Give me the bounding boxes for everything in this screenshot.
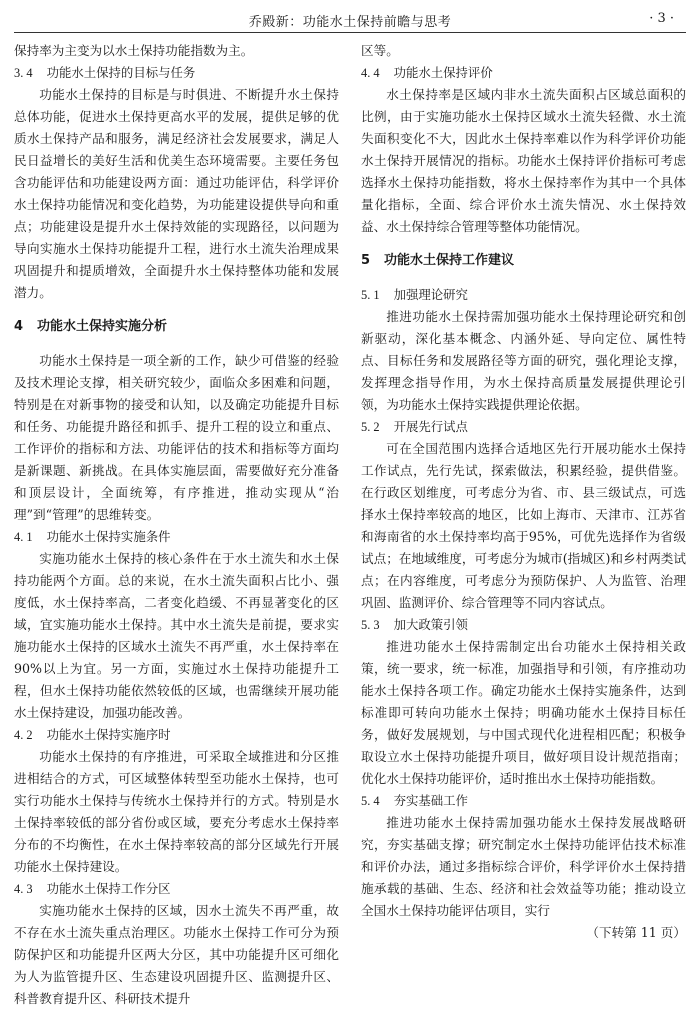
paragraph: 功能水土保持的有序推进，可采取全域推进和分区推进相结合的方式，可区域整体转型至功能水土保持，也可实行功能水土保持与传统水土保持并行的方式。特别是水土保持率较低的部分省份或区域，要充分考虑水土保持率分布的不均衡性，在水土保持率较高的部分区域先行开展功能水土保持建设。 xyxy=(14,749,339,874)
subsection-number: 5. 3 xyxy=(361,618,380,632)
section-title: 功能水土保持实施分析 xyxy=(37,319,168,334)
subsection-title: 功能水土保持实施序时 xyxy=(46,727,171,742)
section-heading-5 xyxy=(361,250,686,272)
subsection-heading-5-1 xyxy=(361,284,686,306)
subsection-title: 功能水土保持的目标与任务 xyxy=(46,65,196,80)
paragraph: 推进功能水土保持需加强功能水土保持理论研究和创新驱动，深化基本概念、内涵外延、导向定位、属性特点、目标任务和发展路径等方面的研究，强化理论支撑，发挥理念指导作用，为水土保持高质量发展提供理论引领，为功能水土保持实践提供理论依据。 xyxy=(361,309,686,412)
section-number: 5 xyxy=(361,253,371,268)
subsection-heading-4-2 xyxy=(14,724,339,746)
paragraph: 保持率为主变为以水土保持功能指数为主。 xyxy=(14,43,254,58)
subsection-number: 4. 4 xyxy=(361,66,380,80)
continued-note: （下转第 11 页） xyxy=(586,925,686,940)
paragraph: 实施功能水土保持的核心条件在于水土流失和水土保持功能两个方面。总的来说，在水土流失面积占比小、强度低，水土保持率高，二者变化趋缓、不再显著变化的区域，宜实施功能水土保持。其中水土流失是前提，要求实施功能水土保持的区域水土流失不再严重，水土保持率在90%以上为宜。另一方面，实施过水土保持功能提升工程，但水土保持功能依然较低的区域，也需继续开展功能水土保持建设，加强功能改善。 xyxy=(14,551,339,720)
left-column xyxy=(14,40,339,1006)
section-heading-4 xyxy=(14,316,339,338)
page-number: · 3 · xyxy=(649,11,674,26)
subsection-title: 功能水土保持工作分区 xyxy=(46,881,171,896)
subsection-number: 5. 1 xyxy=(361,288,380,302)
subsection-heading-4-4 xyxy=(361,62,686,84)
subsection-title: 功能水土保持实施条件 xyxy=(46,529,171,544)
subsection-title: 开展先行试点 xyxy=(393,419,468,434)
subsection-heading-3-4 xyxy=(14,62,339,84)
paragraph: 功能水土保持是一项全新的工作，缺少可借鉴的经验及技术理论支撑，相关研究较少，面临众多困难和问题，特别是在对新事物的接受和认知，以及确定功能提升目标和任务、功能提升路径和抓手、提升工程的设立和重点、工作评价的指标和方法、功能评估的技术和指标等方面均是新课题、新挑战。在具体实施层面，需要做好充分准备和顶层设计，全面统筹，有序推进，推动实现从“治理”到“管理”的思维转变。 xyxy=(14,353,339,522)
subsection-title: 加强理论研究 xyxy=(393,287,468,302)
subsection-number: 3. 4 xyxy=(14,66,33,80)
subsection-number: 5. 4 xyxy=(361,794,380,808)
right-column xyxy=(361,40,686,992)
paragraph: 推进功能水土保持需加强功能水土保持发展战略研究，夯实基础支撑；研究制定水土保持功能评估技术标准和评价办法，通过多指标综合评价，科学评价水土保持措施承载的基础、生态、经济和社会效益等功能；推动设立全国水土保持功能评估项目，实行 xyxy=(361,815,686,918)
paragraph: 区等。 xyxy=(361,43,399,58)
subsection-title: 功能水土保持评价 xyxy=(393,65,493,80)
subsection-heading-5-4 xyxy=(361,790,686,812)
subsection-number: 4. 3 xyxy=(14,882,33,896)
subsection-heading-5-3 xyxy=(361,614,686,636)
subsection-title: 加大政策引领 xyxy=(393,617,468,632)
subsection-number: 5. 2 xyxy=(361,420,380,434)
subsection-title: 夯实基础工作 xyxy=(393,793,468,808)
running-title: 乔殿新：功能水土保持前瞻与思考 xyxy=(248,15,452,30)
section-title: 功能水土保持工作建议 xyxy=(384,253,515,268)
paragraph: 功能水土保持的目标是与时俱进、不断提升水土保持总体功能，促进水土保持更高水平的发展，提供足够的优质水土保持产品和服务，满足经济社会发展要求，满足人民日益增长的美好生活和优美生态环境需要。主要任务包含功能评估和功能建设两方面：通过功能评估，科学评价水土保持功能情况和变化趋势，为功能建设提供导向和重点；功能建设是提升水土保持效能的实现路径，以问题为导向实施水土保持功能提升工程，进行水土流失治理成果巩固提升和提质增效，全面提升水土保持整体功能和发展潜力。 xyxy=(14,87,339,300)
page-header xyxy=(14,6,686,33)
paragraph: 水土保持率是区域内非水土流失面积占区域总面积的比例，由于实施功能水土保持区域水土流失轻微、水土流失面积变化不大，因此水土保持率难以作为科学评价功能水土保持开展情况的指标。功能水土保持评价指标可考虑选择水土保持功能指数，将水土保持率作为其中一个具体量化指标，全面、综合评价水土流失情况、水土保持效益、水土保持综合管理等整体功能情况。 xyxy=(361,87,686,234)
subsection-heading-4-1 xyxy=(14,526,339,548)
subsection-heading-5-2 xyxy=(361,416,686,438)
subsection-number: 4. 1 xyxy=(14,530,33,544)
paragraph: 可在全国范围内选择合适地区先行开展功能水土保持工作试点，先行先试，探索做法，积累经验，提供借鉴。在行政区划维度，可考虑分为省、市、县三级试点，可选择水土保持率较高的地区，比如上海市、天津市、江苏省和海南省的水土保持率均高于95%，可优先选择作为省级试点；在地域维度，可考虑分为城市(指城区)和乡村两类试点；在内容维度，可考虑分为预防保护、人为监管、治理巩固、监测评价、综合管理等不同内容试点。 xyxy=(361,441,686,610)
subsection-heading-4-3 xyxy=(14,878,339,900)
paragraph: 实施功能水土保持的区域，因水土流失不再严重，故不存在水土流失重点治理区。功能水土保持工作可分为预防保护区和功能提升区两大分区，其中功能提升区可细化为人为监管提升区、生态建设巩固提升区、监测提升区、科普教育提升区、科研技术提升 xyxy=(14,903,339,1006)
section-number: 4 xyxy=(14,319,24,334)
subsection-number: 4. 2 xyxy=(14,728,33,742)
paragraph: 推进功能水土保持需制定出台功能水土保持相关政策，统一要求，统一标准，加强指导和引领，有序推动功能水土保持各项工作。确定功能水土保持实施条件，达到标准即可转向功能水土保持；明确功能水土保持目标任务，做好发展规划，与中国式现代化进程相匹配；积极争取设立水土保持功能提升项目，做好项目设计规范指南；优化水土保持功能评价，适时推出水土保持功能指数。 xyxy=(361,639,686,786)
